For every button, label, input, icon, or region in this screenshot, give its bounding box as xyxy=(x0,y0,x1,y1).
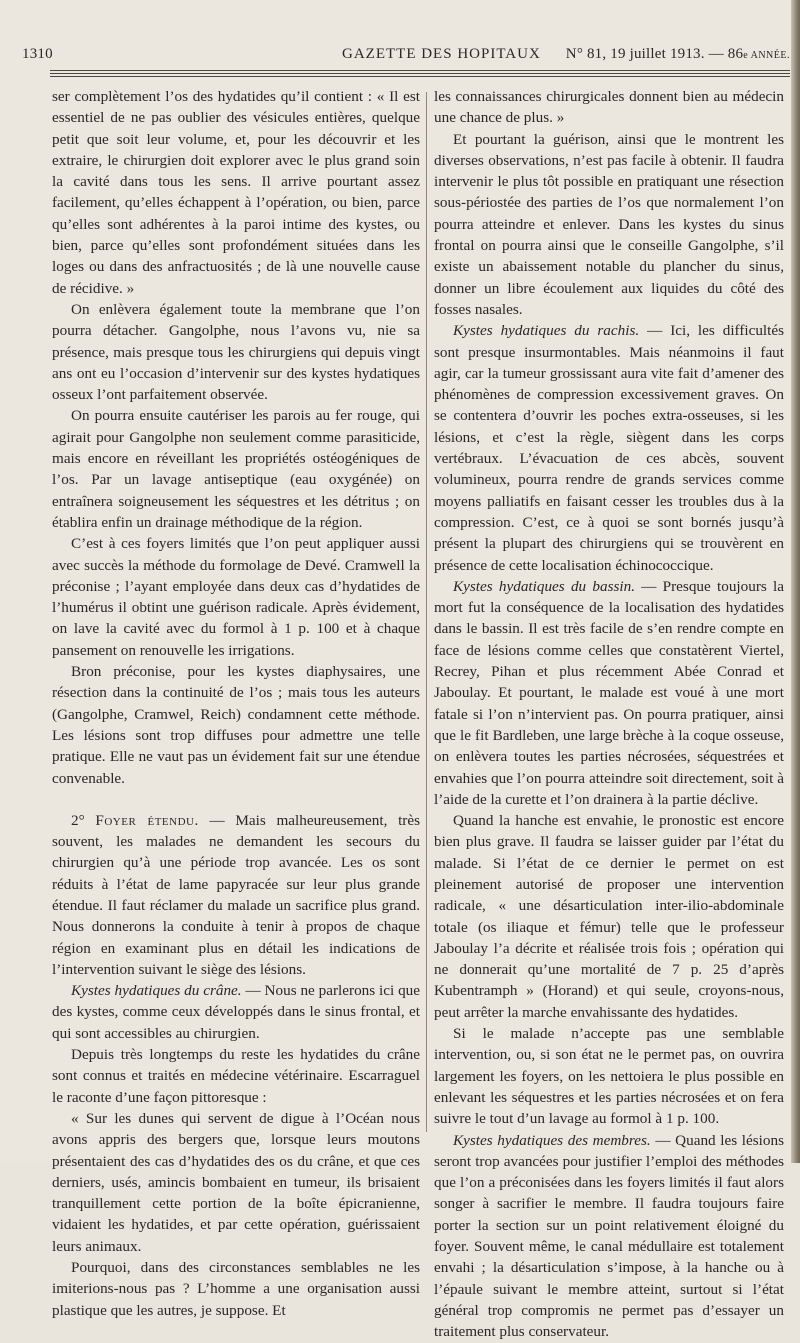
paragraph: Quand la hanche est envahie, le pronostic est encore bien plus grave. Il faudra se laisser guider par l’état du malade. Si l’état de ce dernier le permet on est pleinement autorisé de proposer une intervention radicale, « une désarticulation inter-ilio-abdominale totale (os iliaque et fémur) telle que le professeur Jaboulay l’a décrite et réalisée trois fois ; opération qui ne donnerait qu’une mortalité de 7 p. 25 d’après Kubentramph » (Horand) et qui seule, croyons-nous, peut arrêter la marche envahissante des hydatides. xyxy=(434,812,784,1021)
subsection-crane xyxy=(52,980,420,1044)
section-gap xyxy=(52,789,420,810)
paragraph: Et pourtant la guérison, ainsi que le montrent les diverses observations, n’est pas facile à obtenir. Il faudra intervenir le plus tôt possible en pratiquant une résection sous-périostée des parties de l’os que normalement l’on pourra atteindre et enlever. Dans les kystes du sinus frontal on pourra ainsi que le conseille Gangolphe, s’il existe un abaissement notable du plancher du sinus, donner un libre écoulement aux liquides du côté des fosses nasales. xyxy=(434,130,784,318)
header-rule-middle xyxy=(50,73,790,74)
paragraph: Bron préconise, pour les kystes diaphysaires, une résection dans la continuité de l’os ; mais tous les auteurs (Gangolphe, Cramwel, Reich) condamnent cette méthode. Les lésions sont trop diffuses pour admettre une telle pratique. Elle ne vaut pas un évidement fait sur une étendue convenable. xyxy=(52,663,420,787)
subsection-title: Kystes hydatiques du rachis. xyxy=(453,322,640,340)
subsection-membres xyxy=(434,1130,784,1343)
page-number: 1310 xyxy=(22,46,53,62)
journal-title: GAZETTE DES HOPITAUX xyxy=(342,46,541,62)
section-intro-text: — Mais malheureusement, très souvent, les malades ne demandent les secours du chirurgien qu’à une période trop avancée. Les os sont réduits à l’état de lame papyracée sur leur plus grande étendue. Il faut réclamer du malade un sacrifice plus grand. Nous donnerons la conduite à tenir à propos de chaque région en examinant plus en détail les indications de l’intervention suivant le siège des lésions. xyxy=(52,811,421,978)
paragraph: On enlèvera également toute la membrane que l’on pourra détacher. Gangolphe, nous l’avons vu, nie sa présence, mais presque tous les chirurgiens qui depuis vingt ans ont eu l’occasion d’intervenir sur des kystes hydatiques osseux l’ont parfaitement observée. xyxy=(52,300,420,404)
issue-info xyxy=(566,46,790,63)
section-intro xyxy=(52,810,420,980)
quote-paragraph: « Sur les dunes qui servent de digue à l’Océan nous avons appris des bergers que, lorsque leurs moutons présentaient des cas d’hydatides des os du crâne, et que ces derniers, usés, amincis bombaient en tumeur, ils brisaient tranquillement cette portion de la boîte épicranienne, vidaient les hydatides, et par cette opération, guérissaient leurs animaux. xyxy=(52,1109,420,1255)
subsection-rachis xyxy=(434,320,784,576)
header-rule-top xyxy=(50,70,790,71)
subsection-text: — Nous ne parlerons ici que des kystes, comme ceux développés dans le sinus frontal, et qui sont accessibles au chirurgien. xyxy=(52,982,420,1042)
paragraph: On pourra ensuite cautériser les parois au fer rouge, qui agirait pour Gangolphe non seulement comme parasiticide, mais encore en réveillant les propriétés ostéogéniques de l’os. Par un lavage antiseptique (eau oxygénée) on entraînera soigneusement les séquestres et les détritus ; on établira enfin un drainage méthodique de la région. xyxy=(52,407,420,531)
paragraph: Pourquoi, dans des circonstances semblables ne les imiterions-nous pas ? L’homme a une organisation aussi plastique que les autres, je suppose. Et xyxy=(52,1259,420,1319)
issue-date: N° 81, 19 juillet 1913. — 86 xyxy=(565,46,744,62)
subsection-text: — Quand les lésions seront trop avancées pour justifier l’emploi des méthodes que l’on a préconisées dans les foyers limités il faut alors songer à sacrifier le membre. Il faudra toujours faire porter la section sur un point relativement éloigné du foyer. Souvent même, le canal médullaire est totalement envahi ; la désarticulation s’impose, à la hanche ou à l’épaule suivant le membre atteint, surtout si l’état général trop compromis ne permet pas d’essayer un traitement plus conservateur. xyxy=(434,1131,784,1341)
header-rule-bottom xyxy=(50,76,790,77)
paragraph: les connaissances chirurgicales donnent bien au médecin une chance de plus. » xyxy=(434,88,784,127)
paragraph: Si le malade n’accepte pas une semblable intervention, ou, si son état ne le permet pas, on ouvrira largement les foyers, on les nettoiera le plus possible en enlevant les séquestres et les parties nécrosées et on fera suivre le tout d’un lavage au formol à 1 p. 100. xyxy=(434,1025,784,1128)
paragraph: C’est à ces foyers limités que l’on peut appliquer aussi avec succès la méthode du formolage de Devé. Cramwell la préconise ; l’ayant employée dans deux cas d’hydatides de l’humérus il obtint une guérison radicale. Après évidement, on lave la cavité avec du formol à 1 p. 100 et à chaque pansement on renouvelle les irrigations. xyxy=(52,535,420,659)
section-heading: Foyer étendu. xyxy=(95,811,199,829)
page-edge-shadow xyxy=(791,0,800,1163)
issue-year: e ANNÉE. xyxy=(743,50,790,61)
right-column xyxy=(434,86,784,1343)
section-number: 2° xyxy=(71,811,85,829)
subsection-text: — Ici, les difficultés sont presque insurmontables. Mais néanmoins il faut agir, car la tumeur grossissant aura vite fait d’amener des phénomènes de compression excessivement graves. On se contentera d’ouvrir les poches extra-osseuses, si les lésions, et c’est la règle, siègent dans les corps vertébraux. L’évacuation de ces abcès, souvent volumineux, pourra rendre de grands services comme moyens palliatifs en faisant cesser les troubles dus à la compression. C’est, ce à quoi se sont bornés jusqu’à présent la plupart des chirurgiens qui se trouvèrent en présence de cette localisation échinococcique. xyxy=(434,322,785,574)
running-header xyxy=(22,46,790,68)
column-divider xyxy=(426,92,427,1132)
subsection-title: Kystes hydatiques des membres. xyxy=(453,1131,651,1149)
subsection-bassin xyxy=(434,576,784,810)
subsection-title: Kystes hydatiques du bassin. xyxy=(453,577,635,595)
left-column xyxy=(52,86,420,1321)
subsection-title: Kystes hydatiques du crâne. xyxy=(71,982,242,1000)
paragraph: ser complètement l’os des hydatides qu’il contient : « Il est essentiel de ne pas oublier des vésicules entières, quelque petit que soit leur volume, et, pour les découvrir et les extraire, le chirurgien doit explorer avec le plus grand soin la cavité dans tous les sens. Il arrive pourtant assez facilement, qu’elles échappent à l’opération, ou bien, parce qu’elles sont adhérentes à la paroi intime des kystes, ou bien, parce qu’elles sont profondément situées dans les loges ou dans des anfractuosités ; de là une nouvelle cause de récidive. » xyxy=(52,88,420,297)
subsection-text: — Presque toujours la mort fut la conséquence de la localisation des hydatides dans le bassin. Il est très facile de s’en rendre compte en face de lésions comme celles que constatèrent Viertel, Recrey, Pihan et plus récemment Abée Conrad et Jaboulay. Et pourtant, le malade est voué à une mort fatale si l’on n’intervient pas. On pourra pratiquer, ainsi que le fit Bardleben, une large brèche à la coque osseuse, on enlèvera toutes les parties nécrosées, séquestrées et envahies que l’on pourra atteindre soit directement, soit à l’aide de la curette et l’on drainera à la partie déclive. xyxy=(434,577,785,808)
paragraph: Depuis très longtemps du reste les hydatides du crâne sont connus et traités en médecine vétérinaire. Escarraguel le raconte d’une façon pittoresque : xyxy=(52,1046,420,1106)
